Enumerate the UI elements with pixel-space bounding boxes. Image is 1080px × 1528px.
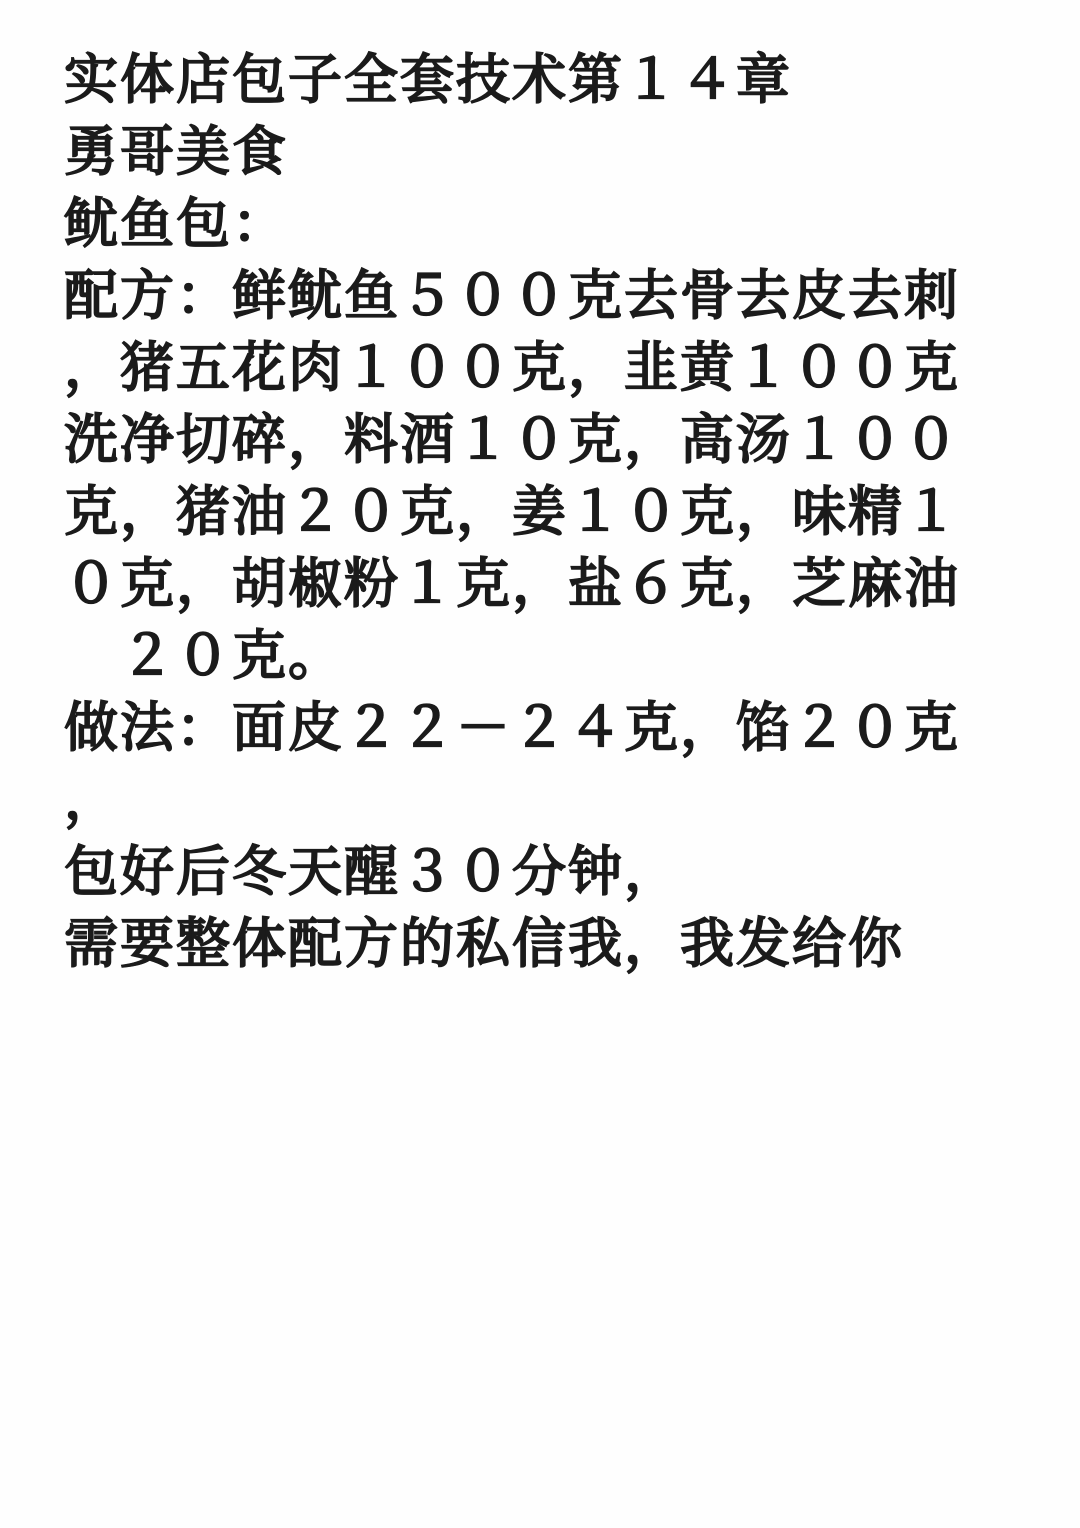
proofing-line: 包好后冬天醒３０分钟， — [64, 840, 680, 903]
method-line-2: ， — [64, 768, 120, 831]
recipe-line-1: 配方：鲜鱿鱼５００克去骨去皮去刺 — [64, 264, 960, 327]
recipe-text-block — [64, 44, 1050, 980]
dish-name-line: 鱿鱼包： — [64, 192, 288, 255]
recipe-line-3: 洗净切碎，料酒１０克，高汤１００ — [64, 408, 960, 471]
contact-line: 需要整体配方的私信我，我发给你 — [64, 912, 904, 975]
title-line: 实体店包子全套技术第１４章 — [64, 48, 792, 111]
recipe-line-4: 克，猪油２０克，姜１０克，味精１ — [64, 480, 960, 543]
recipe-line-2: ，猪五花肉１００克，韭黄１００克 — [64, 336, 960, 399]
brand-line: 勇哥美食 — [64, 120, 288, 183]
recipe-line-5: ０克，胡椒粉１克，盐６克，芝麻油 — [64, 552, 960, 615]
method-line-1: 做法：面皮２２－２４克，馅２０克 — [64, 696, 960, 759]
recipe-line-6: ２０克。 — [64, 624, 344, 687]
